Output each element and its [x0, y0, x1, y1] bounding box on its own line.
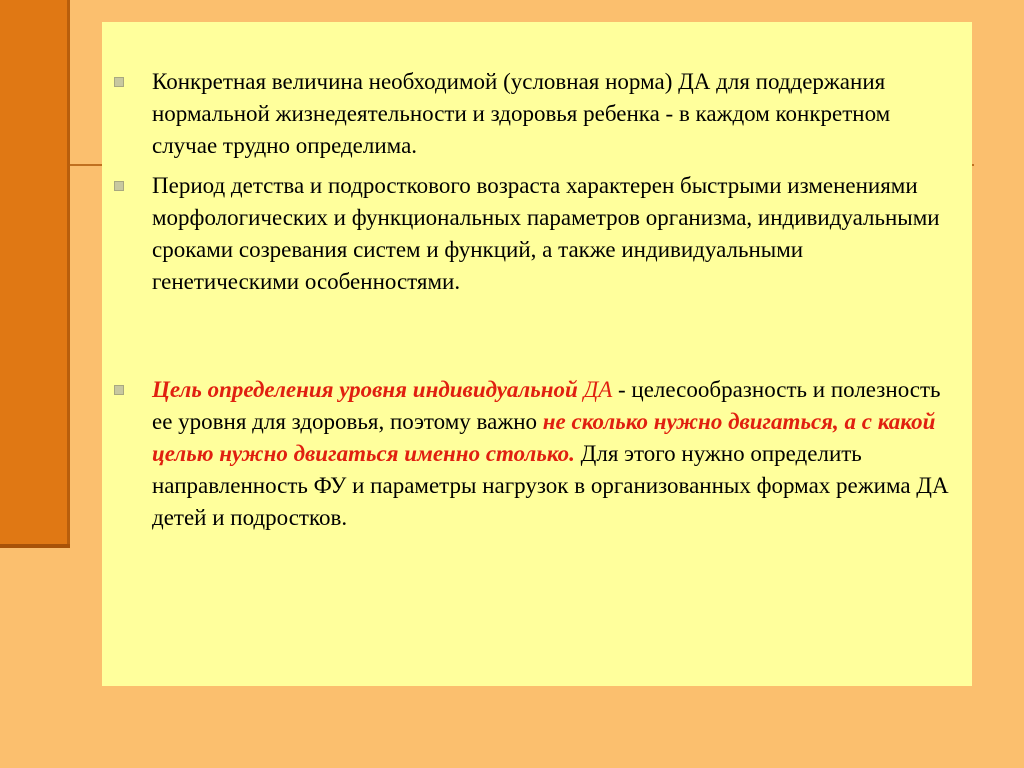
- emphasis-text: не сколько нужно двигаться, а с какой целью нужно двигаться именно столько.: [152, 409, 936, 466]
- body-text: - целесообразность и полезность ее уровня для здоровья, поэтому важно: [152, 377, 941, 434]
- bullet-text: Конкретная величина необходимой (условная норма) ДА для поддержания нормальной жизнедеятельности и здоровья ребенка - в каждом конкретном случае трудно определима.: [152, 69, 891, 158]
- square-bullet-icon: [114, 385, 124, 395]
- square-bullet-icon: [114, 77, 124, 87]
- left-accent-bar-edge: [67, 0, 70, 548]
- bullet-text: [152, 374, 952, 534]
- emphasis-text: ДА: [583, 377, 613, 402]
- bullet-text: Период детства и подросткового возраста характерен быстрыми изменениями морфологических и функциональных параметров организма, индивидуальными сроками созревания систем и функций, а также индивидуальными генетическими особенностями.: [152, 173, 940, 294]
- square-bullet-icon: [114, 181, 124, 191]
- body-text: Для этого нужно определить направленность ФУ и параметры нагрузок в организованных формах режима ДА детей и подростков.: [152, 441, 949, 530]
- content-panel: [102, 22, 972, 686]
- left-accent-bar-bottom-edge: [0, 544, 70, 548]
- emphasis-text: Цель определения уровня индивидуальной: [152, 377, 584, 402]
- left-accent-bar: [0, 0, 68, 546]
